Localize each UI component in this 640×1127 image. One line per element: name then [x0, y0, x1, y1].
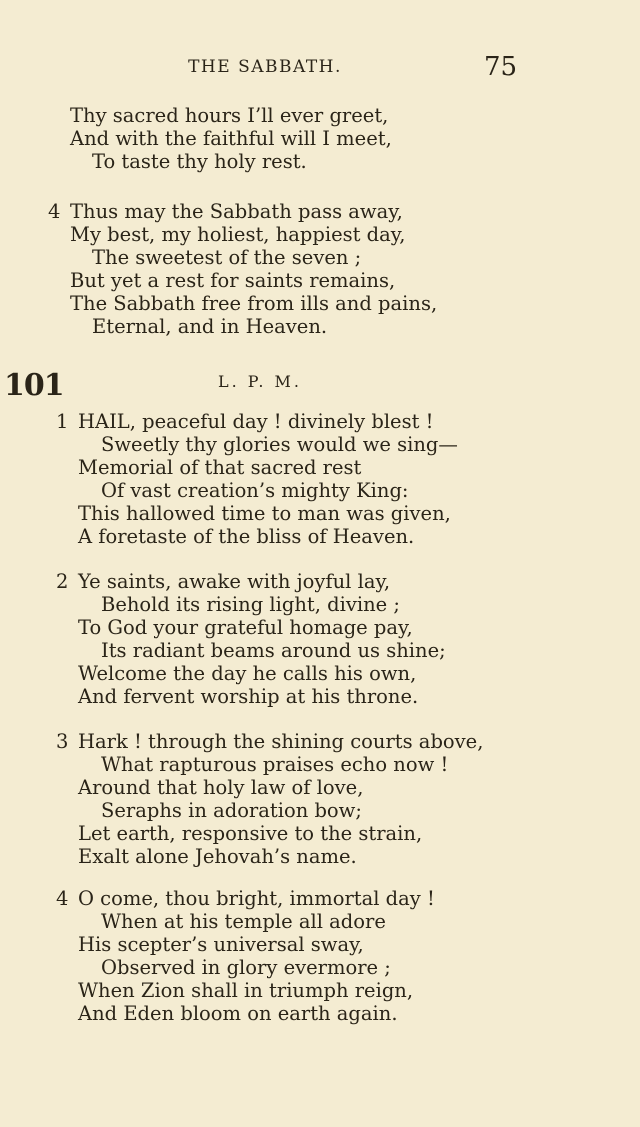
verse-line: The sweetest of the seven ;: [92, 246, 362, 269]
verse-line: Eternal, and in Heaven.: [92, 315, 328, 338]
continued-stanza-end: [0, 104, 392, 173]
verse-line: The Sabbath free from ills and pains,: [70, 292, 438, 315]
verse-line: To taste thy holy rest.: [92, 150, 307, 173]
verse-line: But yet a rest for saints remains,: [70, 269, 396, 292]
verse-line: Hark ! through the shining courts above,: [78, 730, 484, 753]
verse-line: Seraphs in adoration bow;: [101, 799, 362, 822]
verse-line: Ye saints, awake with joyful lay,: [78, 570, 391, 593]
hymn-stanza-4: [0, 887, 435, 1025]
stanza-number: 1: [56, 410, 69, 433]
verse-line: Thus may the Sabbath pass away,: [70, 200, 403, 223]
stanza-number: 2: [56, 570, 69, 593]
verse-line: Welcome the day he calls his own,: [78, 662, 417, 685]
verse-line: When Zion shall in triumph reign,: [78, 979, 414, 1002]
hymn-stanza-3: [0, 730, 483, 868]
verse-line: My best, my holiest, happiest day,: [70, 223, 406, 246]
verse-line: And fervent worship at his throne.: [78, 685, 419, 708]
stanza-number: 4: [48, 200, 61, 223]
verse-line: A foretaste of the bliss of Heaven.: [78, 525, 415, 548]
verse-line: To God your grateful homage pay,: [78, 616, 413, 639]
verse-line: HAIL, peaceful day ! divinely blest !: [78, 410, 434, 433]
stanza-number: 4: [56, 887, 69, 910]
verse-line: Its radiant beams around us shine;: [101, 639, 446, 662]
verse-line: Around that holy law of love,: [78, 776, 364, 799]
verse-line: When at his temple all adore: [101, 910, 386, 933]
hymn-number: 101: [4, 368, 64, 403]
stanza-number: 3: [56, 730, 69, 753]
hymn-stanza-1: [0, 410, 458, 548]
verse-line: Behold its rising light, divine ;: [101, 593, 400, 616]
verse-line: What rapturous praises echo now !: [101, 753, 449, 776]
verse-line: And Eden bloom on earth again.: [78, 1002, 398, 1025]
verse-line: Sweetly thy glories would we sing—: [101, 433, 458, 456]
hymn-meter: L. P. M.: [218, 372, 302, 391]
verse-line: Thy sacred hours I’ll ever greet,: [70, 104, 389, 127]
verse-line: And with the faithful will I meet,: [70, 127, 392, 150]
verse-line: Observed in glory evermore ;: [101, 956, 391, 979]
continued-stanza-4: [0, 200, 437, 338]
verse-line: Exalt alone Jehovah’s name.: [78, 845, 357, 868]
running-title: THE SABBATH.: [188, 57, 342, 77]
verse-line: Memorial of that sacred rest: [78, 456, 362, 479]
page-number: 75: [484, 52, 518, 82]
verse-line: This hallowed time to man was given,: [78, 502, 451, 525]
hymn-stanza-2: [0, 570, 446, 708]
verse-line: His scepter’s universal sway,: [78, 933, 364, 956]
verse-line: Let earth, responsive to the strain,: [78, 822, 423, 845]
verse-line: O come, thou bright, immortal day !: [78, 887, 435, 910]
verse-line: Of vast creation’s mighty King:: [101, 479, 409, 502]
